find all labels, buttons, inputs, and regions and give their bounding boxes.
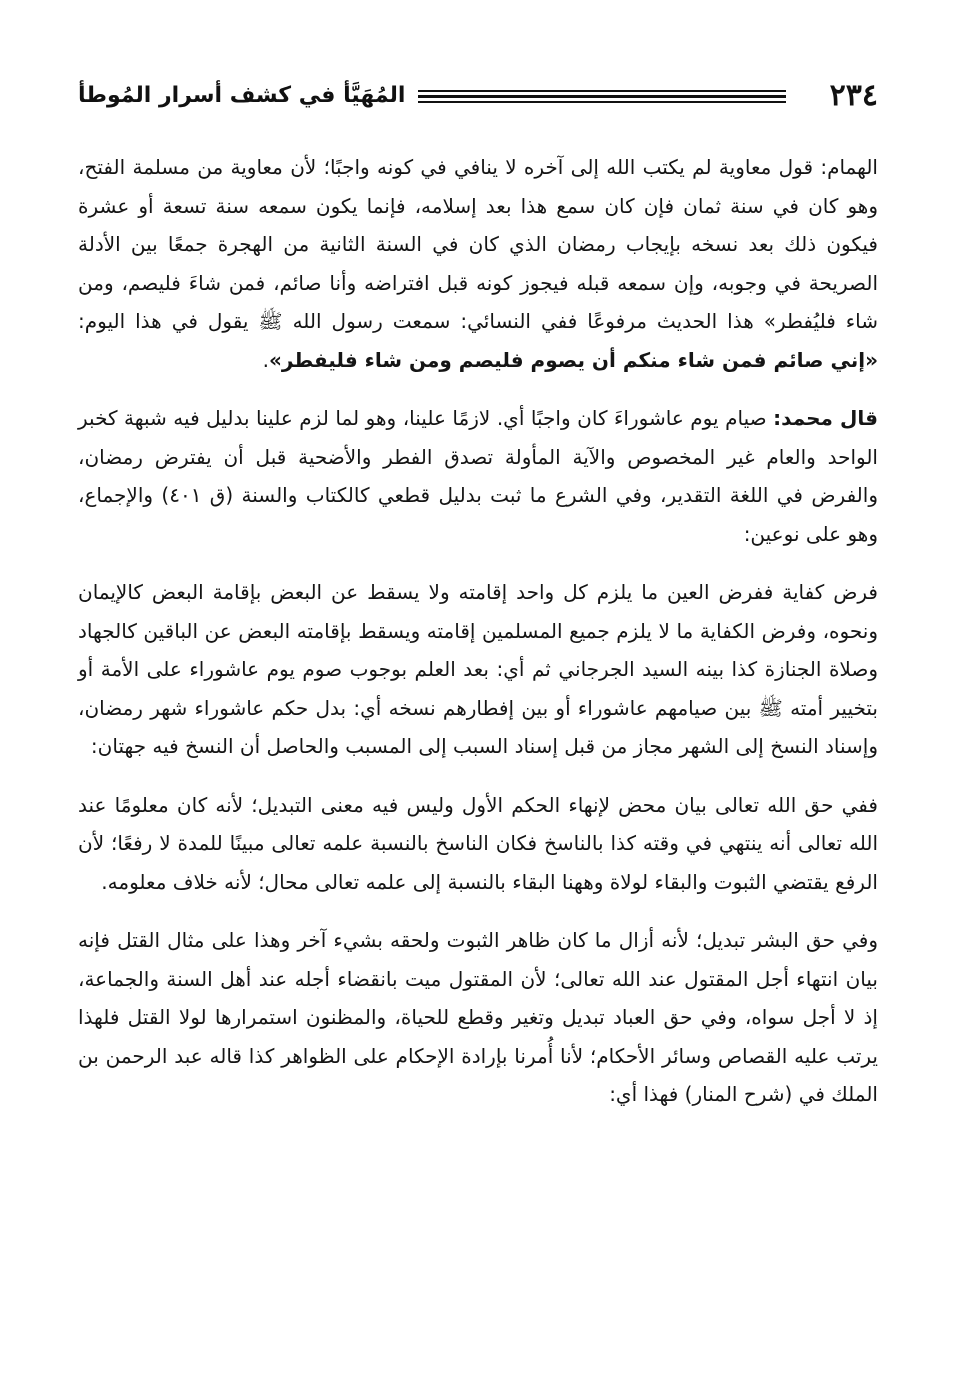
page-body [78,148,878,1114]
paragraph-lead: قال محمد: [773,406,878,430]
paragraph-text: الهمام: قول معاوية لم يكتب الله إلى آخره لا ينافي في كونه واجبًا؛ لأن معاوية من مسلمة الفتح، وهو كان في سنة ثمان فإن كان سمع هذا بعد إسلامه، فإنما يكون سمعه سنة تسعة أو عشرة فيكون ذلك بعد نسخه بإيجاب رمضان الذي كان في السنة الثانية من الهجرة جمعًا بين الأدلة الصريحة في وجوبه، وإن سمعه قبله فيجوز كونه قبل افتراضه وأنا صائم، فمن شاءَ فليصم، ومن شاء فليُفطر» هذا الحديث مرفوعًا ففي النسائي: سمعت رسول الله ﷺ يقول في هذا اليوم: [78,155,878,333]
header-rule [418,90,786,102]
paragraph-text: وفي حق البشر تبديل؛ لأنه أزال ما كان ظاهر الثبوت ولحقه بشيء آخر وهذا على مثال القتل فإنه بيان انتهاء أجل المقتول عند الله تعالى؛ لأن المقتول ميت بانقضاء أجله عند أهل السنة والجماعة، إذ لا أجل سواه، وفي حق العباد تبديل وتغير وقطع للحياة، والمظنون استمرارها لولا القتل فلهذا يرتب عليه القصاص وسائر الأحكام؛ لأنا أُمرنا بإرادة الإحكام على الظواهر كذا قاله عبد الرحمن بن الملك في (شرح المنار) فهذا أي: [78,928,878,1106]
paragraph-4 [78,786,878,902]
header-rule-line [418,95,786,98]
paragraph-5 [78,921,878,1114]
book-title: المُهَيَّأ في كشف أسرار المُوطأ [78,83,406,108]
paragraph-tail: . [262,347,270,372]
paragraph-2 [78,399,878,553]
paragraph-text: ففي حق الله تعالى بيان محض لإنهاء الحكم الأول وليس فيه معنى التبديل؛ لأنه كان معلومًا عند الله تعالى أنه ينتهي في وقته كذا بالناسخ فكان الناسخ بالنسبة علمه تعالى مبينًا للمدة لا رفعًا؛ لأن الرفع يقتضي الثبوت والبقاء لولاة وههنا البقاء بالنسبة إلى علمه تعالى محال؛ لأنه خلاف معلومه. [78,792,878,894]
hadith-quote: «إني صائم فمن شاء منكم أن يصوم فليصم ومن شاء فليفطر» [269,347,878,372]
paragraph-1 [78,148,878,379]
running-header [78,78,878,118]
page-number: ٢٣٤ [829,78,878,113]
paragraph-3 [78,573,878,766]
paragraph-text: صيام يوم عاشوراءَ كان واجبًا أي. لازمًا علينا، وهو لما لزم علينا بدليل فيه شبهة كخبر الواحد والعام غير المخصوص والآية المأولة تصدق الفطر والأضحية قبل أن يفترض رمضان، والفرض في اللغة التقدير، وفي الشرع ما ثبت بدليل قطعي كالكتاب والسنة (ق ٤٠١) والإجماع، وهو على نوعين: [78,406,878,546]
header-rule-line [418,90,786,92]
paragraph-text: فرض كفاية ففرض العين ما يلزم كل واحد إقامته ولا يسقط عن البعض بإقامة البعض كالإيمان ونحوه، وفرض الكفاية ما لا يلزم جميع المسلمين إقامته ويسقط بإقامته البعض عن الباقين كالجهاد وصلاة الجنازة كذا بينه السيد الجرجاني ثم أي: بعد العلم بوجوب صوم يوم عاشوراء على الأمة أو بتخيير أمته ﷺ بين صيامهم عاشوراء أو بين إفطارهم نسخه أي: بدل حكم عاشوراء شهر رمضان، وإسناد النسخ إلى الشهر مجاز من قبل إسناد السبب إلى المسبب والحاصل أن النسخ فيه جهتان: [78,580,878,758]
header-rule-line [418,101,786,103]
